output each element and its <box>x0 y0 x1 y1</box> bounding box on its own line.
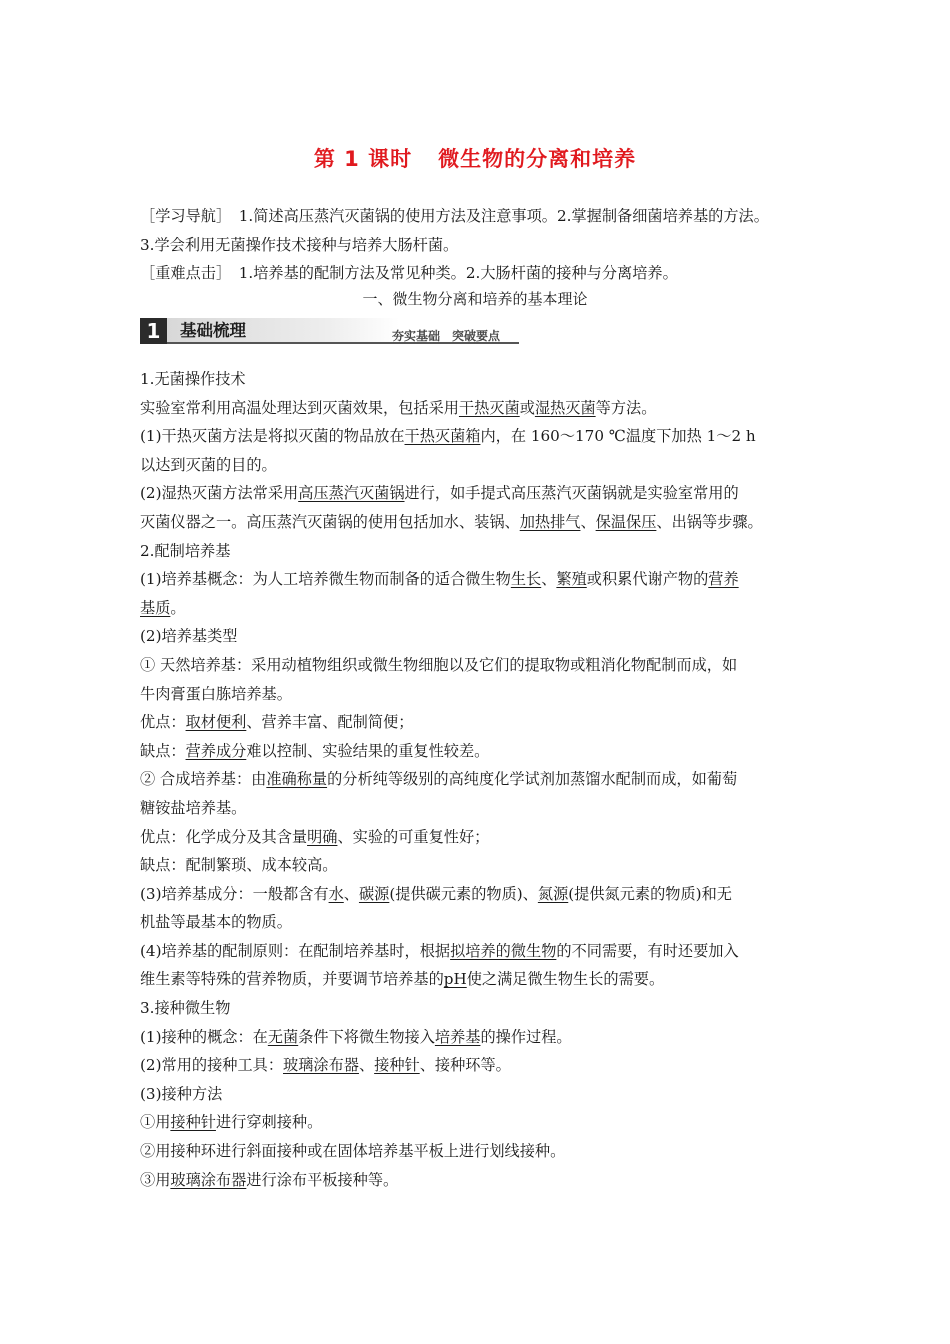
body-line <box>140 537 812 566</box>
body-line <box>140 737 812 766</box>
text-segment: 优点： <box>140 713 186 732</box>
body-line <box>140 1108 812 1137</box>
key-term: 水 <box>328 884 344 903</box>
body-line <box>140 394 812 423</box>
body-line <box>140 680 812 709</box>
body-line <box>140 422 812 451</box>
text-segment: 进行穿刺接种。 <box>215 1113 323 1132</box>
text-segment: 。 <box>170 598 186 617</box>
page-title <box>0 143 950 173</box>
text-segment: (提供氮元素的物质)和无 <box>568 884 732 903</box>
key-term: 明确 <box>307 827 338 846</box>
text-segment: 牛肉膏蛋白胨培养基。 <box>140 684 292 703</box>
guide-line: ［学习导航］ 1.简述高压蒸汽灭菌锅的使用方法及注意事项。2.掌握制备细菌培养基的方法。 <box>140 207 769 225</box>
text-segment: (1)接种的概念：在 <box>140 1027 268 1046</box>
key-term: 干热灭菌 <box>458 398 520 417</box>
key-term: 湿热灭菌 <box>534 398 596 417</box>
body-line <box>140 508 812 537</box>
text-segment: (1)培养基概念：为人工培养微生物而制备的适合微生物 <box>140 570 511 589</box>
text-segment: (4)培养基的配制原则：在配制培养基时，根据 <box>140 941 451 960</box>
text-segment: 、 <box>358 1056 375 1075</box>
body-line <box>140 365 812 394</box>
key-term: 拟培养的微生物 <box>450 941 557 960</box>
text-segment: ① 天然培养基：采用动植物组织或微生物细胞以及它们的提取物或粗消化物配制而成，如 <box>140 655 738 674</box>
text-segment: 1.无菌操作技术 <box>140 370 246 388</box>
body-line <box>140 851 812 880</box>
body-line <box>140 1166 812 1195</box>
banner-slogan: 夯实基础 突破要点 <box>392 329 501 343</box>
text-segment: (2)常用的接种工具： <box>140 1056 284 1075</box>
learning-guide <box>140 202 812 288</box>
body-line <box>140 451 812 480</box>
key-term: 干热灭菌箱 <box>404 427 481 446</box>
text-segment: 缺点：配制繁琐、成本较高。 <box>140 856 338 875</box>
key-term: 取材便利 <box>185 713 247 732</box>
text-segment: 进行，如手提式高压蒸汽灭菌锅就是实验室常用的 <box>404 484 739 503</box>
text-segment: 机盐等最基本的物质。 <box>140 913 292 932</box>
text-segment: (1)干热灭菌方法是将拟灭菌的物品放在 <box>140 427 405 446</box>
key-term: 准确称量 <box>266 770 328 789</box>
body-line <box>140 565 812 594</box>
text-segment: 的分析纯等级别的高纯度化学试剂加蒸馏水配制而成，如葡萄 <box>327 770 738 789</box>
guide-line: ［重难点击］ 1.培养基的配制方法及常见种类。2.大肠杆菌的接种与分离培养。 <box>140 264 678 283</box>
key-term: 营养成分 <box>185 741 247 760</box>
banner-number: 1 <box>140 318 167 344</box>
text-segment: 的操作过程。 <box>480 1027 572 1046</box>
text-segment: 、接种环等。 <box>419 1056 511 1075</box>
body-line <box>140 994 812 1023</box>
text-segment: 以达到灭菌的目的。 <box>140 455 277 474</box>
key-term: 基质 <box>140 598 171 617</box>
text-segment: 、 <box>343 884 359 903</box>
text-segment: 、营养丰富、配制简便； <box>246 713 414 732</box>
text-segment: ①用 <box>140 1113 171 1132</box>
text-segment: (提供碳元素的物质)、 <box>389 884 538 903</box>
body-line <box>140 479 812 508</box>
text-segment: 或 <box>519 398 535 417</box>
text-segment: 使之满足微生物生长的需要。 <box>466 970 665 989</box>
body-line <box>140 708 812 737</box>
key-term: 培养基 <box>434 1027 481 1046</box>
body-line <box>140 1080 812 1109</box>
key-term: 玻璃涂布器 <box>170 1170 247 1189</box>
text-segment: 的不同需要，有时还要加入 <box>556 941 739 960</box>
body-line <box>140 651 812 680</box>
key-term: 保温保压 <box>595 512 657 531</box>
body-line <box>140 794 812 823</box>
text-segment: (3)接种方法 <box>140 1084 223 1103</box>
text-segment: (2)培养基类型 <box>140 627 238 646</box>
key-term: 接种针 <box>170 1113 216 1132</box>
body-line <box>140 1051 812 1080</box>
text-segment: ②用接种环进行斜面接种或在固体培养基平板上进行划线接种。 <box>140 1142 566 1161</box>
text-segment: (3)培养基成分：一般都含有 <box>140 884 329 903</box>
text-segment: 进行涂布平板接种等。 <box>246 1170 399 1189</box>
body-line <box>140 1023 812 1052</box>
key-term: 玻璃涂布器 <box>283 1056 359 1075</box>
text-segment: 3.接种微生物 <box>140 999 231 1018</box>
key-term: 接种针 <box>374 1056 420 1075</box>
banner-label: 基础梳理 <box>180 321 246 340</box>
text-segment: 实验室常利用高温处理达到灭菌效果，包括采用 <box>140 398 459 417</box>
body-line <box>140 965 812 994</box>
text-segment: 或积累代谢产物的 <box>586 570 709 589</box>
text-segment: (2)湿热灭菌方法常采用 <box>140 484 299 503</box>
key-term: 加热排气 <box>519 512 581 531</box>
body-line <box>140 1137 812 1166</box>
key-term: 无菌 <box>267 1027 299 1046</box>
key-term: 营养 <box>708 570 739 589</box>
text-segment: 、 <box>541 570 557 589</box>
guide-line: 3.学会利用无菌操作技术接种与培养大肠杆菌。 <box>140 235 459 254</box>
key-term: 生长 <box>510 570 542 589</box>
body-text <box>140 365 812 1194</box>
body-line <box>140 622 812 651</box>
key-term: 碳源 <box>358 884 390 903</box>
body-line <box>140 823 812 852</box>
text-segment: 难以控制、实验结果的重复性较差。 <box>246 741 490 760</box>
lesson-topic: 微生物的分离和培养 <box>438 147 637 171</box>
key-term: 氮源 <box>537 884 569 903</box>
key-term: 繁殖 <box>556 570 587 589</box>
body-line <box>140 937 812 966</box>
text-segment: 优点：化学成分及其含量 <box>140 827 308 846</box>
lesson-number: 第 1 课时 <box>313 147 413 171</box>
text-segment: ② 合成培养基：由 <box>140 770 267 789</box>
text-segment: 糖铵盐培养基。 <box>140 798 247 817</box>
body-line <box>140 908 812 937</box>
text-segment: 、出锅等步骤。 <box>656 512 763 531</box>
section-banner <box>140 318 520 344</box>
text-segment: 内，在 160～170 ℃温度下加热 1～2 h <box>480 427 756 446</box>
body-line <box>140 594 812 623</box>
section-heading: 一、微生物分离和培养的基本理论 <box>362 290 588 308</box>
text-segment: ③用 <box>140 1170 171 1189</box>
text-segment: 等方法。 <box>595 398 657 417</box>
text-segment: 2.配制培养基 <box>140 541 231 560</box>
text-segment: 条件下将微生物接入 <box>298 1027 435 1046</box>
key-term: pH <box>443 970 467 989</box>
key-term: 高压蒸汽灭菌锅 <box>298 484 405 503</box>
body-line <box>140 880 812 909</box>
text-segment: 、实验的可重复性好； <box>337 827 490 846</box>
text-segment: 灭菌仪器之一。高压蒸汽灭菌锅的使用包括加水、装锅、 <box>140 512 520 531</box>
text-segment: 维生素等特殊的营养物质，并要调节培养基的 <box>140 970 444 989</box>
body-line <box>140 765 812 794</box>
text-segment: 缺点： <box>140 741 186 760</box>
text-segment: 、 <box>580 512 596 531</box>
